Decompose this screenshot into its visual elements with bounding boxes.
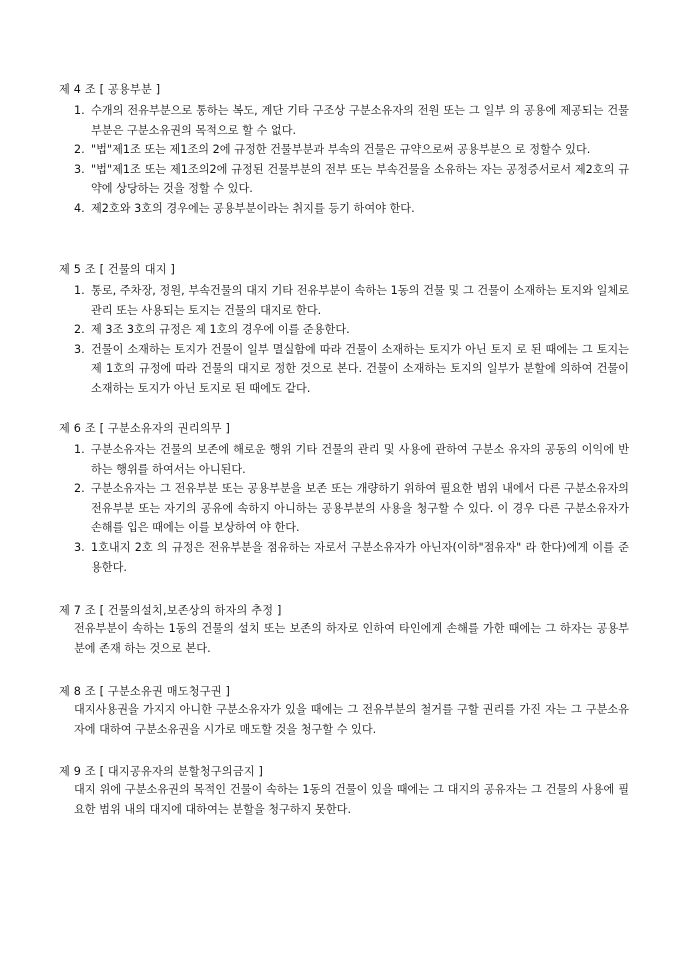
clause-item [59,160,629,199]
clause-item [59,199,629,219]
clause-number: 4. [74,201,85,215]
clause-number: 1. [74,104,85,117]
clause-text: "법"제1조 또는 제1조의 2에 규정한 건물부분과 부속의 건물은 규약으로써 공용부분으 로 정할수 있다. [91,143,591,157]
article-5 [59,261,629,399]
clause-number: 2. [74,482,85,496]
article-heading: 제 8 조 [ 구분소유권 매도청구권 ] [59,685,231,698]
article-6 [59,420,629,577]
article-7 [59,602,629,658]
article-heading: 제 4 조 [ 공용부분 ] [59,83,161,96]
clause-text: 1호내지 2호 의 규정은 전유부분을 점유하는 자로서 구분소유자가 아닌자(이하"점유자" 라 한다)에게 이를 준용한다. [91,540,629,574]
clause-number: 3. [74,540,85,554]
clause-text: 구분소유자는 건물의 보존에 해로운 행위 기타 건물의 관리 및 사용에 관하여 구분소 유자의 공동의 이익에 반하는 행위를 하여서는 아니된다. [91,443,629,476]
article-4 [59,81,629,219]
clause-text: 수개의 전유부분으로 통하는 복도, 계단 기타 구조상 구분소유자의 전원 또는 그 일부 의 공용에 제공되는 건물부분은 구분소유권의 목적으로 할 수 없다. [91,104,629,137]
article-8 [59,683,629,739]
clause-number: 1. [74,443,85,456]
clause-text: 제 3조 3호의 규정은 제 1호의 경우에 이를 준용한다. [91,323,350,337]
clause-item [59,479,629,538]
article-body: 대지 위에 구분소유권의 목적인 건물이 속하는 1동의 건물이 있을 때에는 그 대지의 공유자는 그 건물의 사용에 필요한 범위 내의 대지에 대하여는 분할을 청구하지 못한다. [74,783,629,816]
clause-item [59,340,629,399]
clause-text: "법"제1조 또는 제1조의2에 규정된 건물부분의 전부 또는 부속건물을 소유하는 자는 공정증서로서 제2호의 규약에 상당하는 것을 정할 수 있다. [91,162,629,196]
clause-number: 3. [74,162,85,176]
article-body: 전유부분이 속하는 1동의 건물의 설치 또는 보존의 하자로 인하여 타인에게 손해를 가한 때에는 그 하자는 공용부분에 존재 하는 것으로 본다. [74,622,629,655]
article-9 [59,763,629,819]
article-heading: 제 5 조 [ 건물의 대지 ] [59,263,176,276]
clause-list [59,101,629,219]
clause-number: 2. [74,143,85,157]
clause-item [59,538,629,577]
clause-item [59,101,629,140]
clause-number: 3. [74,342,85,356]
clause-number: 1. [74,284,85,297]
clause-list [59,281,629,399]
article-heading: 제 9 조 [ 대지공유자의 분할청구의금지 ] [59,765,264,778]
clause-item [59,281,629,320]
clause-number: 2. [74,323,85,337]
article-body: 대지사용권을 가지지 아니한 구분소유자가 있을 때에는 그 전유부분의 철거를 구할 권리를 가진 자는 그 구분소유자에 대하여 구분소유권을 시가로 매도할 것을 청구할 수 있다. [74,703,629,736]
article-heading: 제 7 조 [ 건물의설치,보존상의 하자의 추정 ] [59,604,282,617]
article-heading: 제 6 조 [ 구분소유자의 권리의무 ] [59,422,231,435]
clause-item [59,440,629,479]
clause-item [59,320,629,340]
clause-item [59,140,629,160]
clause-list [59,440,629,577]
clause-text: 제2호와 3호의 경우에는 공용부분이라는 취지를 등기 하여야 한다. [91,201,415,215]
clause-text: 건물이 소재하는 토지가 건물이 일부 멸실함에 따라 건물이 소재하는 토지가 아닌 토지 로 된 때에는 그 토지는 제 1호의 규정에 따라 건물의 대지로 정한 것으로 본다. 건물이 소재하는 토지의 일부가 분할에 의하여 건물이 소재하는 토지가 아닌 토지로 된 때에도 같다. [91,342,629,395]
clause-text: 통로, 주차장, 정원, 부속건물의 대지 기타 전유부분이 속하는 1동의 건물 및 그 건물이 소재하는 토지와 일체로 관리 또는 사용되는 토지는 건물의 대지로 한다. [91,284,629,317]
clause-text: 구분소유자는 그 전유부분 또는 공용부분을 보존 또는 개량하기 위하여 필요한 범위 내에서 다른 구분소유자의 전유부분 또는 자기의 공유에 속하지 아니하는 공용부분의 사용을 청구할 수 있다. 이 경우 다른 구분소유자가 손해를 입은 때에는 이를 보상하여 야 한다. [91,482,629,535]
